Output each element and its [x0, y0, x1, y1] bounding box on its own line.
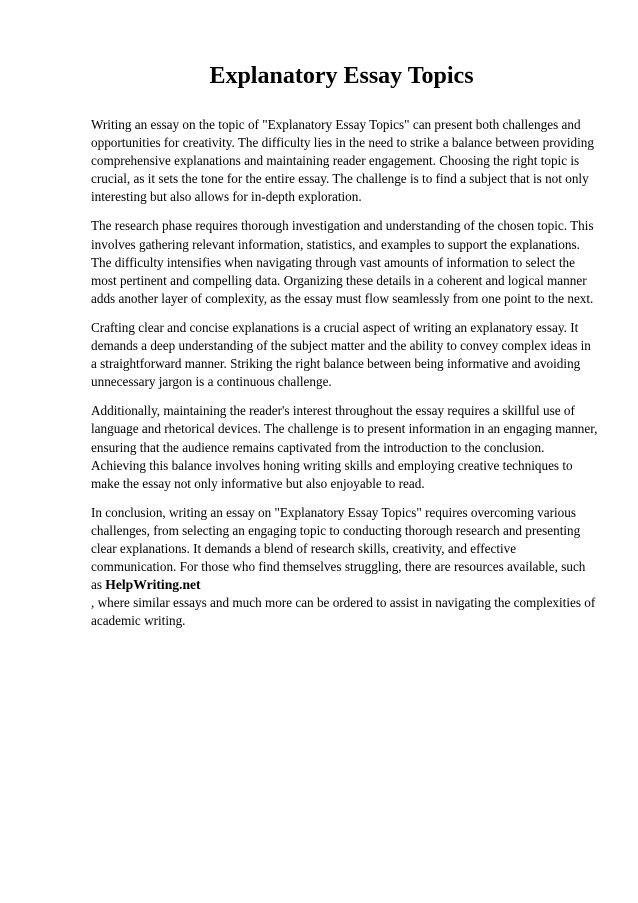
paragraph-intro: Writing an essay on the topic of "Explanatory Essay Topics" can present both challenges and opportunities for creativity. The difficulty lies in the need to strike a balance between providing comprehensive explanations and maintaining reader engagement. Choosing the right topic is crucial, as it sets the tone for the entire essay. The challenge is to find a subject that is not only interesting but also allows for in-depth exploration.: [91, 117, 594, 205]
conclusion-text-before-link: In conclusion, writing an essay on "Explanatory Essay Topics" requires overcoming various challenges, from selecting an engaging topic to conducting thorough research and presenting clear explanations. It demands a blend of research skills, creativity, and effective communication. For those who find themselves struggling, there are resources available, such as: [91, 504, 586, 593]
paragraph-engagement: Additionally, maintaining the reader's interest throughout the essay requires a skillful use of language and rhetorical devices. The challenge is to present information in an engaging manner, ensuring that the audience remains captivated from the introduction to the conclusion. Achieving this balance involves honing writing skills and employing creative techniques to make the essay not only informative but also enjoyable to read.: [91, 403, 598, 491]
conclusion-text-after-link: , where similar essays and much more can be ordered to assist in navigating the complexities of academic writing.: [91, 595, 596, 629]
helpwriting-link[interactable]: HelpWriting.net: [105, 577, 201, 593]
document-title: Explanatory Essay Topics: [209, 63, 474, 89]
paragraph-conclusion: [91, 504, 598, 631]
paragraph-research: The research phase requires thorough investigation and understanding of the chosen topic. This involves gathering relevant information, statistics, and examples to support the explanations. The difficulty intensifies when navigating through vast amounts of information to select the most pertinent and compelling data. Organizing these details in a coherent and logical manner adds another layer of complexity, as the essay must flow seamlessly from one point to the next.: [91, 218, 594, 306]
paragraph-explanations: Crafting clear and concise explanations is a crucial aspect of writing an explanatory essay. It demands a deep understanding of the subject matter and the ability to convey complex ideas in a straightforward manner. Striking the right balance between being informative and avoiding unnecessary jargon is a continuous challenge.: [91, 319, 591, 390]
